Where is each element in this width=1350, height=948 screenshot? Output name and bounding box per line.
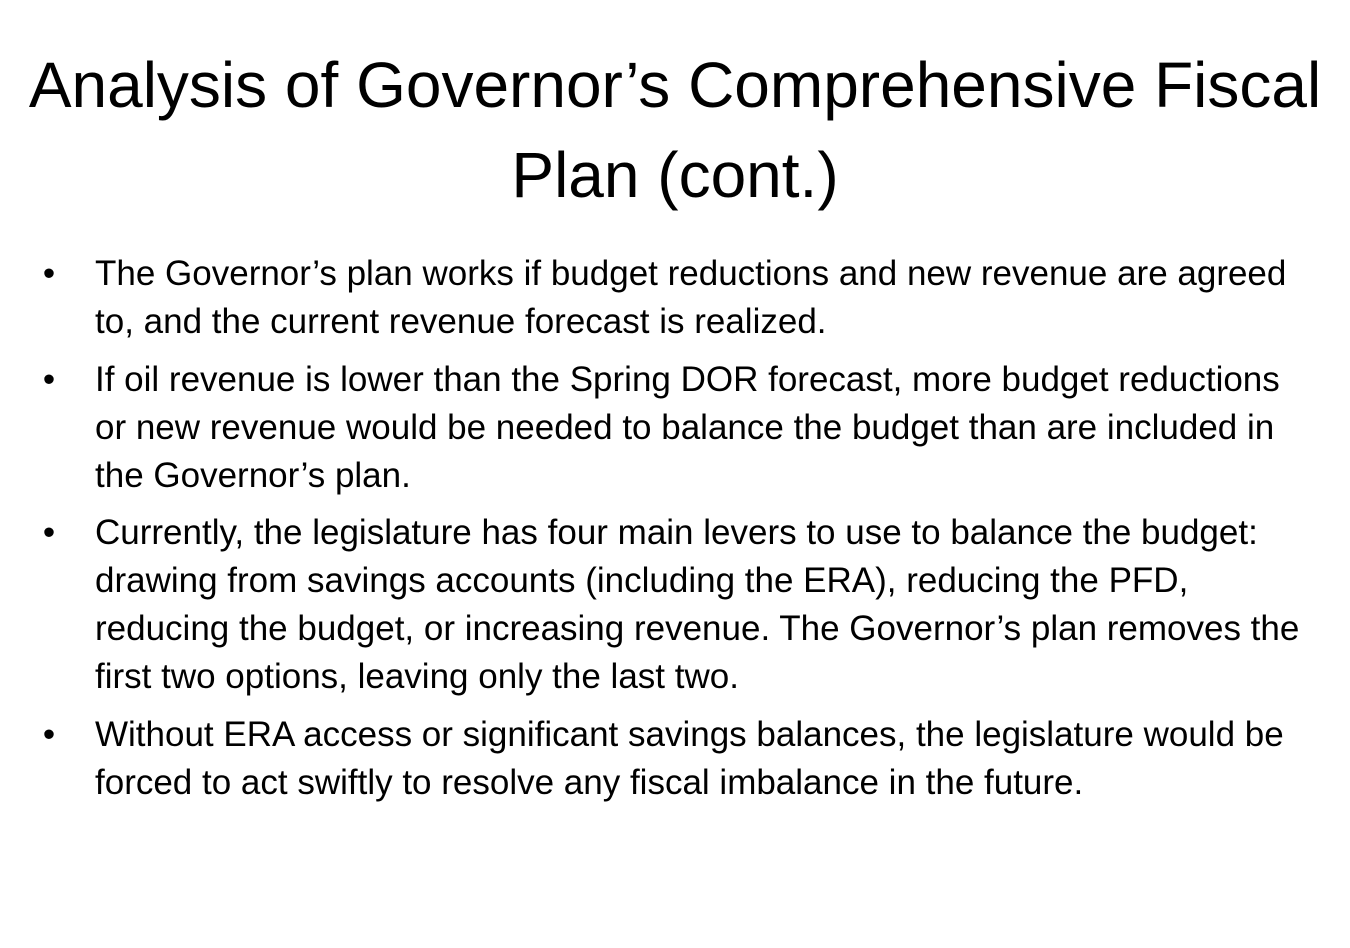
bullet-item <box>42 250 1320 346</box>
bullet-dot-icon: • <box>42 513 56 552</box>
bullet-dot-icon: • <box>42 360 56 399</box>
bullet-text: If oil revenue is lower than the Spring DOR forecast, more budget reductions or new revenue would be needed to balance the budget than are included in the Governor’s plan. <box>95 360 1280 495</box>
bullet-item <box>42 711 1320 807</box>
bullet-item <box>42 356 1320 500</box>
slide-title: Analysis of Governor’s Comprehensive Fiscal Plan (cont.) <box>28 49 1322 211</box>
bullet-item <box>42 509 1320 701</box>
bullet-text: Without ERA access or significant savings balances, the legislature would be forced to act swiftly to resolve any fiscal imbalance in the future. <box>95 715 1284 802</box>
bullet-dot-icon: • <box>42 715 56 754</box>
bullet-dot-icon: • <box>42 254 56 293</box>
bullet-text: Currently, the legislature has four main levers to use to balance the budget: drawing from savings accounts (including the ERA), reducing the PFD, reducing the budget, or increasing revenue. The Governor’s plan removes the first two options, leaving only the last two. <box>95 513 1300 696</box>
bullet-text: The Governor’s plan works if budget reductions and new revenue are agreed to, and the current revenue forecast is realized. <box>95 254 1287 341</box>
bullet-list <box>42 250 1320 817</box>
